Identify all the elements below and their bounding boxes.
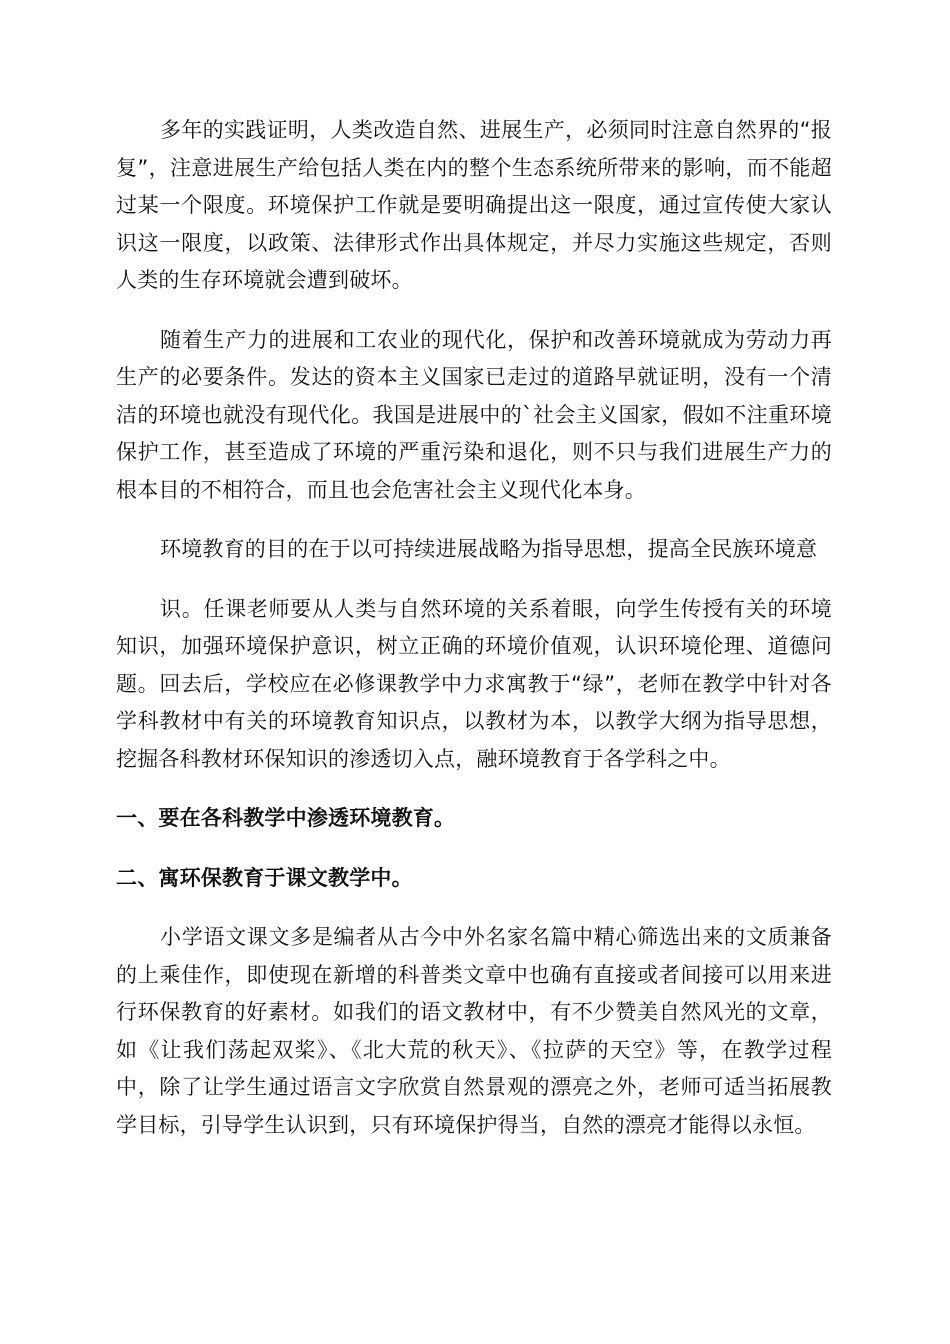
paragraph-chinese-texts: 小学语文课文多是编者从古今中外名家名篇中精心筛选出来的文质兼备的上乘佳作，即使现在新增的科普类文章中也确有直接或者间接可以用来进行环保教育的好素材。如我们的语文教材中，有不少赞美自然风光的文章，如《让我们荡起双桨》、《北大荒的秋天》、《拉萨的天空》等，在教学过程中，除了让学生通过语言文字欣赏自然景观的漂亮之外，老师可适当拓展教学目标，引导学生认识到，只有环境保护得当，自然的漂亮才能得以永恒。 [116, 925, 832, 1137]
document-body [116, 112, 832, 1166]
paragraph-teacher-role: 识。任课老师要从人类与自然环境的关系着眼，向学生传授有关的环境知识，加强环境保护意识，树立正确的环境价值观，认识环境伦理、道德问题。回去后，学校应在必修课教学中力求寓教于“绿”，老师在教学中针对各学科教材中有关的环境教育知识点，以教材为本，以教学大纲为指导思想，挖掘各科教材环保知识的渗透切入点，融环境教育于各学科之中。 [116, 596, 832, 771]
section-heading-2: 二、寓环保教育于课文教学中。 [116, 865, 413, 890]
paragraph-practice-proof: 多年的实践证明，人类改造自然、进展生产，必须同时注意自然界的“报复”，注意进展生产给包括人类在内的整个生态系统所带来的影响，而不能超过某一个限度。环境保护工作就是要明确提出这一限度，通过宣传使大家认识这一限度，以政策、法律形式作出具体规定，并尽力实施这些规定，否则人类的生存环境就会遭到破坏。 [116, 118, 832, 292]
section-heading-1: 一、要在各科教学中渗透环境教育。 [116, 806, 456, 830]
paragraph-education-goal: 环境教育的目的在于以可持续进展战略为指导思想，提高全民族环境意 [160, 537, 818, 561]
paragraph-productivity: 随着生产力的进展和工农业的现代化，保护和改善环境就成为劳动力再生产的必要条件。发达的资本主义国家已走过的道路早就证明，没有一个清洁的环境也就没有现代化。我国是进展中的`社会主义国家，假如不注重环境保护工作，甚至造成了环境的严重污染和退化，则不只与我们进展生产力的根本目的不相符合，而且也会危害社会主义现代化本身。 [116, 327, 832, 502]
